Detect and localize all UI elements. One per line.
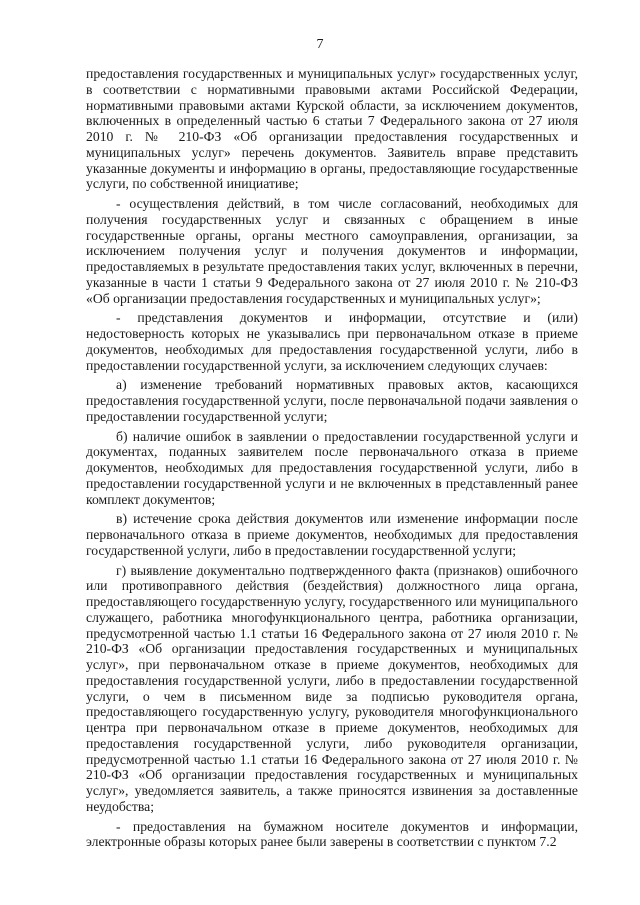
paragraph-documents-submission: - представления документов и информации, отсутствие и (или) недостоверность которых не указывались при первоначальном отказе в приеме документов, необходимых для предоставления государственной услуги, либо в предоставлении государственной услуги, за исключением следующих случаев: <box>86 310 578 373</box>
paragraph-continuation: предоставления государственных и муниципальных услуг» государственных услуг, в соответствии с нормативными правовыми актами Российской Федерации, нормативными правовыми актами Курской области, за исключением документов, включенных в определенный частью 6 статьи 7 Федерального закона от 27 июля 2010 г. № 210-ФЗ «Об организации предоставления государственных и муниципальных услуг» перечень документов. Заявитель вправе представить указанные документы и информацию в органы, предоставляющие государственные услуги, по собственной инициативе; <box>86 66 578 192</box>
document-body <box>86 66 578 854</box>
paragraph-paper-documents: - предоставления на бумажном носителе документов и информации, электронные образы которых ранее были заверены в соответствии с пунктом 7.2 <box>86 818 578 850</box>
paragraph-case-c: в) истечение срока действия документов или изменение информации после первоначального отказа в приеме документов, необходимых для предоставления государственной услуги, либо в предоставлении государственной услуги; <box>86 511 578 558</box>
paragraph-case-d: г) выявление документально подтвержденного факта (признаков) ошибочного или противоправного действия (бездействия) должностного лица органа, предоставляющего государственную услугу, государственного или муниципального служащего, работника многофункционального центра, работника организации, предусмотренной частью 1.1 статьи 16 Федерального закона от 27 июля 2010 г. № 210-ФЗ «Об организации предоставления государственных и муниципальных услуг», при первоначальном отказе в приеме документов, необходимых для предоставления государственной услуги, либо в предоставлении государственной услуги, о чем в письменном виде за подписью руководителя органа, предоставляющего государственную услугу, руководителя многофункционального центра при первоначальном отказе в приеме документов, необходимых для предоставления государственной услуги, либо руководителя организации, предусмотренной частью 1.1 статьи 16 Федерального закона от 27 июля 2010 г. № 210-ФЗ «Об организации предоставления государственных и муниципальных услуг», уведомляется заявитель, а также приносятся извинения за доставленные неудобства; <box>86 562 578 814</box>
paragraph-case-a: а) изменение требований нормативных правовых актов, касающихся предоставления государственной услуги, после первоначальной подачи заявления о предоставлении государственной услуги; <box>86 377 578 424</box>
paragraph-case-b: б) наличие ошибок в заявлении о предоставлении государственной услуги и документах, поданных заявителем после первоначального отказа в приеме документов, необходимых для предоставления государственной услуги, либо в предоставлении государственной услуги и не включенных в представленный ранее комплект документов; <box>86 428 578 507</box>
paragraph-actions: - осуществления действий, в том числе согласований, необходимых для получения государственных услуг и связанных с обращением в иные государственные органы, органы местного самоуправления, организации, за исключением получения услуг и получения документов и информации, предоставляемых в результате предоставления таких услуг, включенных в перечни, указанные в части 1 статьи 9 Федерального закона от 27 июля 2010 г. № 210-ФЗ «Об организации предоставления государственных и муниципальных услуг»; <box>86 196 578 306</box>
page-number: 7 <box>316 37 324 52</box>
